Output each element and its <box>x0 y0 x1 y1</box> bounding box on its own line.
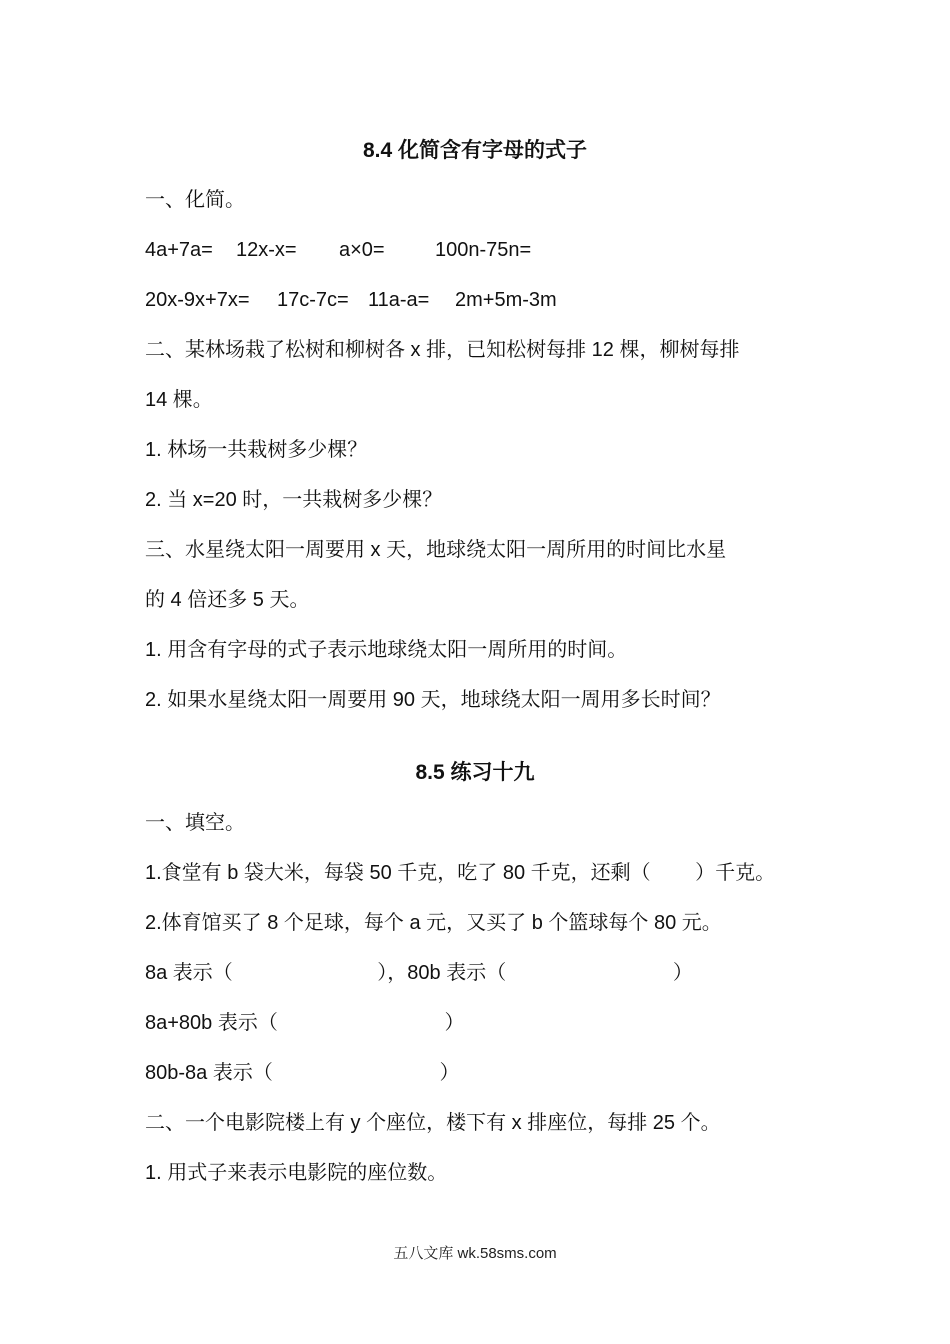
question-3-sub-1: 1. 用含有字母的式子表示地球绕太阳一周所用的时间。 <box>145 639 628 661</box>
expression: 2m+5m-3m <box>455 289 557 311</box>
fill-in-blank-2: 8a+80b 表示（ ） <box>145 1012 465 1034</box>
cinema-question-text: 二、一个电影院楼上有 y 个座位，楼下有 x 排座位，每排 25 个。 <box>145 1112 721 1134</box>
question-2-sub-2: 2. 当 x=20 时，一共栽树多少棵？ <box>145 489 443 511</box>
question-3-text-cont: 的 4 倍还多 5 天。 <box>145 589 310 611</box>
fill-in-item-2: 2.体育馆买了 8 个足球，每个 a 元，又买了 b 个篮球每个 80 元。 <box>145 912 722 934</box>
section-title-8-4: 8.4 化简含有字母的式子 <box>362 139 588 162</box>
fill-in-blank-1: 8a 表示（ ），80b 表示（ ） <box>145 962 693 984</box>
expression: 12x-x= <box>236 239 297 261</box>
expression: 11a-a= <box>368 289 430 311</box>
fill-in-blank-3: 80b-8a 表示（ ） <box>145 1062 460 1084</box>
cinema-question-sub-1: 1. 用式子来表示电影院的座位数。 <box>145 1162 448 1184</box>
question-2-text-cont: 14 棵。 <box>145 389 213 411</box>
footer-watermark: 五八文库 wk.58sms.com <box>393 1245 557 1262</box>
expression: a×0= <box>339 239 385 261</box>
question-2-text: 二、某林场栽了松树和柳树各 x 排，已知松树每排 12 棵，柳树每排 <box>145 339 740 361</box>
expression: 100n-75n= <box>435 239 532 261</box>
fill-in-item-1: 1.食堂有 b 袋大米，每袋 50 千克，吃了 80 千克，还剩（ ）千克。 <box>145 862 776 884</box>
question-3-sub-2: 2. 如果水星绕太阳一周要用 90 天，地球绕太阳一周用多长时间？ <box>145 689 721 711</box>
section-title-8-5: 8.5 练习十九 <box>415 761 535 784</box>
expression: 20x-9x+7x= <box>145 289 250 311</box>
expression: 4a+7a= <box>145 239 213 261</box>
question-3-text: 三、水星绕太阳一周要用 x 天，地球绕太阳一周所用的时间比水星 <box>145 539 727 561</box>
fill-in-heading: 一、填空。 <box>145 812 245 834</box>
question-2-sub-1: 1. 林场一共栽树多少棵？ <box>145 439 368 461</box>
expression: 17c-7c= <box>277 289 349 311</box>
question-1-heading: 一、化简。 <box>145 189 245 211</box>
